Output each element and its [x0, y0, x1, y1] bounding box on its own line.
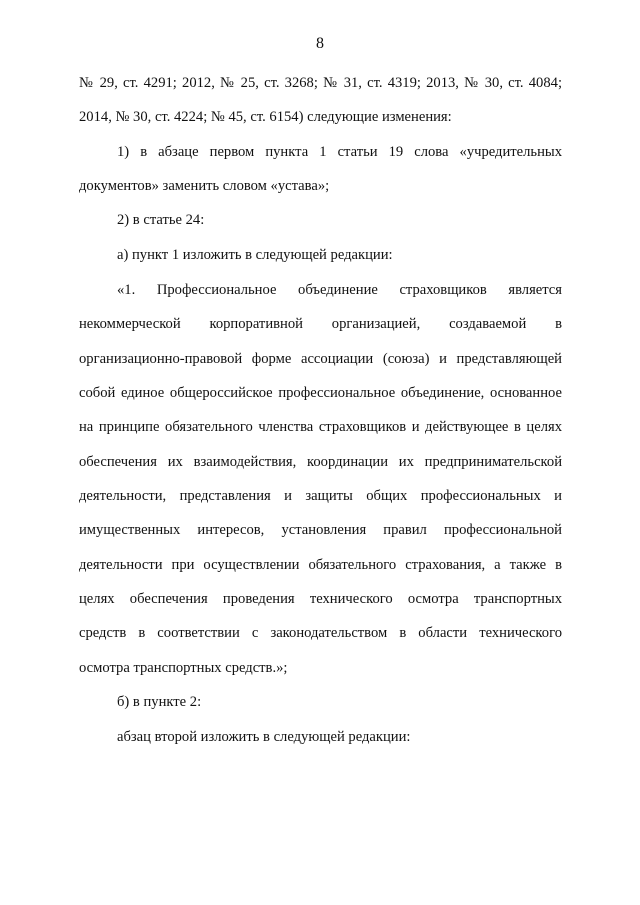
text-line: целях обеспечения проведения технического осмотра транспортных [79, 591, 562, 607]
text-line: № 29, ст. 4291; 2012, № 25, ст. 3268; № 31, ст. 4319; 2013, № 30, ст. 4084; [79, 75, 562, 91]
text-line: а) пункт 1 изложить в следующей редакции: [117, 247, 393, 263]
text-line: организационно-правовой форме ассоциации (союза) и представляющей [79, 351, 562, 367]
text-line: на принципе обязательного членства страховщиков и действующее в целях [79, 419, 562, 435]
text-line: 2014, № 30, ст. 4224; № 45, ст. 6154) следующие изменения: [79, 109, 452, 125]
text-line: абзац второй изложить в следующей редакции: [117, 729, 411, 745]
text-line: средств в соответствии с законодательством в области технического [79, 625, 562, 641]
text-line: обеспечения их взаимодействия, координации их предпринимательской [79, 454, 562, 470]
text-line: собой единое общероссийское профессиональное объединение, основанное [79, 385, 562, 401]
text-line: имущественных интересов, установления правил профессиональной [79, 522, 562, 538]
text-line: осмотра транспортных средств.»; [79, 660, 288, 676]
text-line: деятельности, представления и защиты общих профессиональных и [79, 488, 562, 504]
text-line: 1) в абзаце первом пункта 1 статьи 19 слова «учредительных [117, 144, 562, 160]
text-line: документов» заменить словом «устава»; [79, 178, 330, 194]
text-line: некоммерческой корпоративной организацией, создаваемой в [79, 316, 562, 332]
page-number: 8 [316, 35, 324, 52]
text-line: б) в пункте 2: [117, 694, 202, 710]
text-line: «1. Профессиональное объединение страховщиков является [117, 282, 562, 298]
text-line: деятельности при осуществлении обязательного страхования, а также в [79, 557, 562, 573]
text-line: 2) в статье 24: [117, 212, 205, 228]
